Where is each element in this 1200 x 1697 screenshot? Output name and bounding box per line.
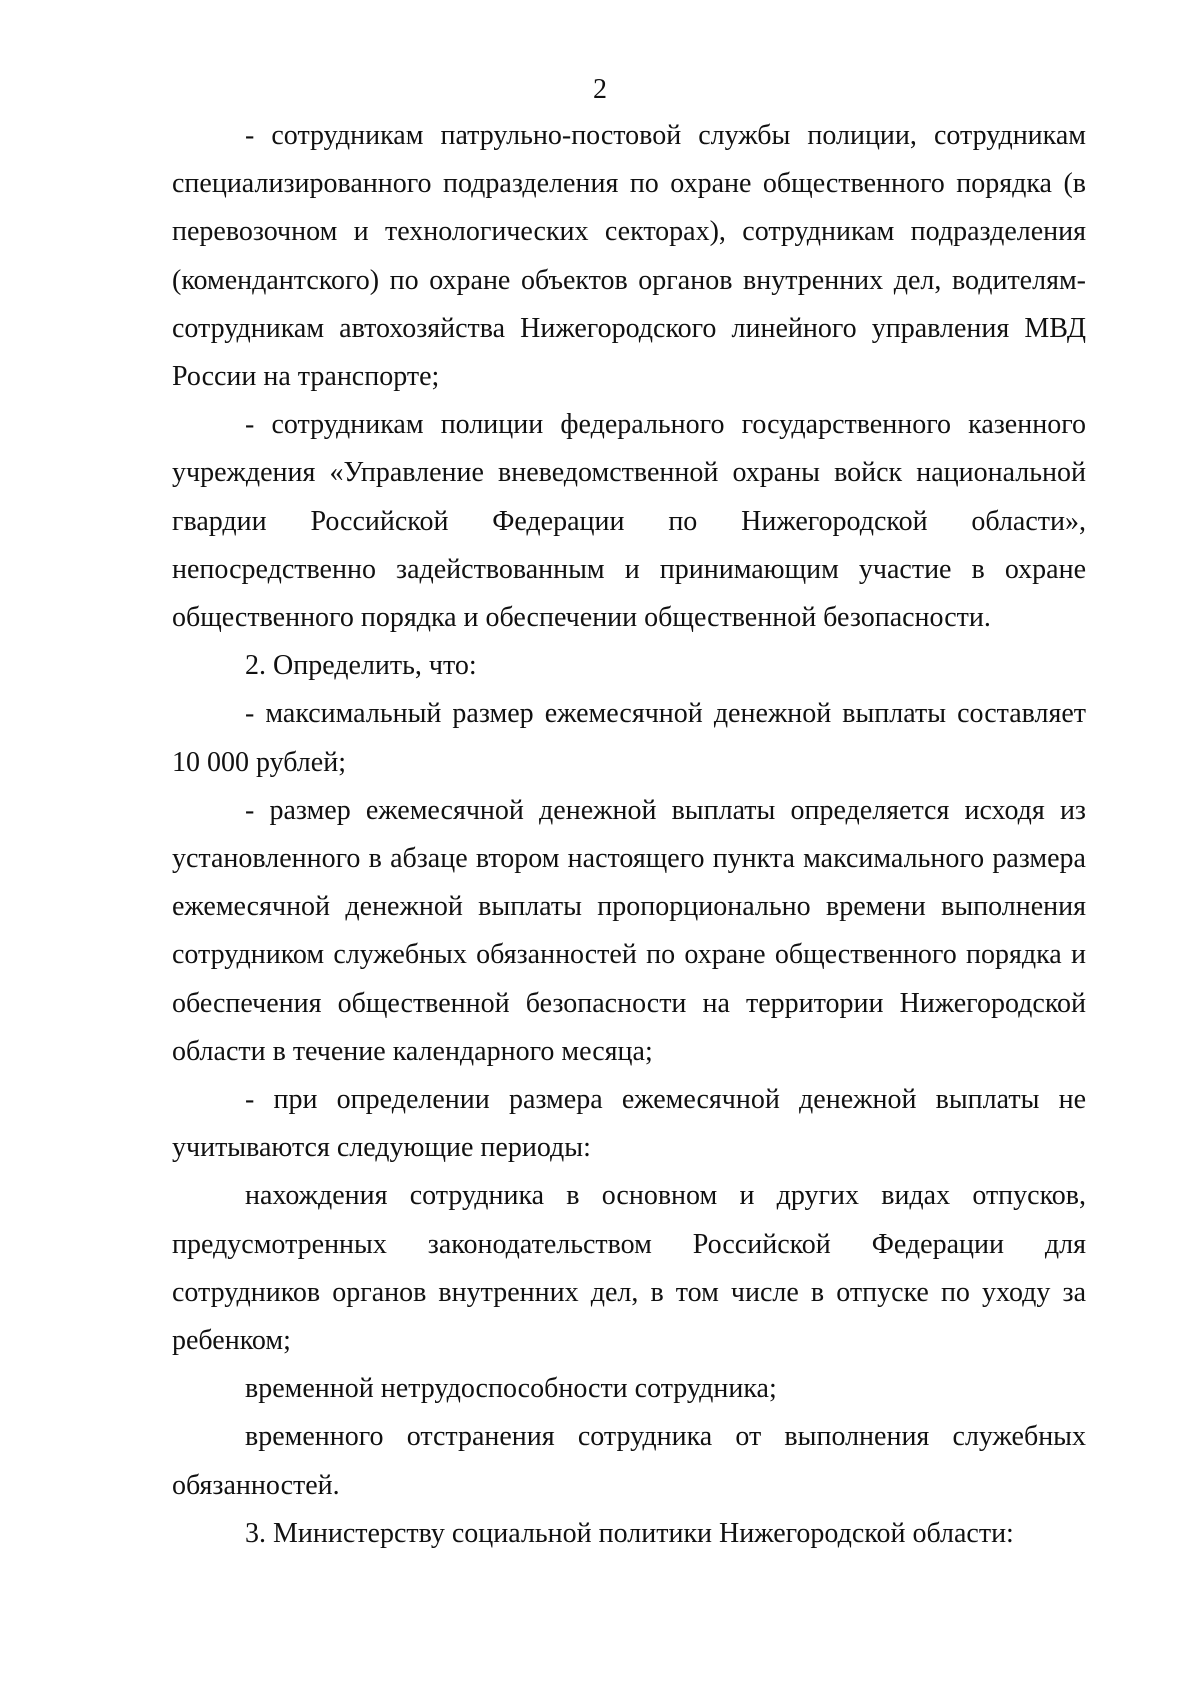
paragraph-leave-periods: нахождения сотрудника в основном и других видах отпусков, предусмотренных законодательством Российской Федерации для сотрудников органов внутренних дел, в том числе в отпуске по уходу за ребенком; [172, 1180, 1086, 1357]
paragraph-payment-calculation: - размер ежемесячной денежной выплаты определяется исходя из установленного в абзаце втором настоящего пункта максимального размера ежемесячной денежной выплаты пропорционально времени выполнения сотрудником служебных обязанностей по охране общественного порядка и обеспечения общественной безопасности на территории Нижегородской области в течение календарного месяца; [172, 794, 1086, 1067]
paragraph-national-guard-officers: - сотрудникам полиции федерального государственного казенного учреждения «Управление вневедомственной охраны войск национальной гвардии Российской Федерации по Нижегородской области», непосредственно задействованным и принимающим участие в охране общественного порядка и обеспечении общественной безопасности. [172, 409, 1086, 634]
paragraph-excluded-periods: - при определении размера ежемесячной денежной выплаты не учитываются следующие периоды: [172, 1084, 1086, 1164]
document-body [172, 112, 1086, 1558]
paragraph-section-3-heading: 3. Министерству социальной политики Нижегородской области: [245, 1517, 1014, 1549]
paragraph-temporary-disability: временной нетрудоспособности сотрудника; [245, 1373, 777, 1405]
paragraph-temporary-suspension: временного отстранения сотрудника от выполнения служебных обязанностей. [172, 1421, 1086, 1501]
page-number: 2 [593, 74, 607, 105]
paragraph-section-2-heading: 2. Определить, что: [245, 650, 477, 682]
paragraph-patrol-officers: - сотрудникам патрульно-постовой службы полиции, сотрудникам специализированного подразделения по охране общественного порядка (в перевозочном и технологических секторах), сотрудникам подразделения (комендантского) по охране объектов органов внутренних дел, водителям-сотрудникам автохозяйства Нижегородского линейного управления МВД России на транспорте; [172, 120, 1086, 393]
paragraph-max-payment: - максимальный размер ежемесячной денежной выплаты составляет 10 000 рублей; [172, 698, 1086, 778]
